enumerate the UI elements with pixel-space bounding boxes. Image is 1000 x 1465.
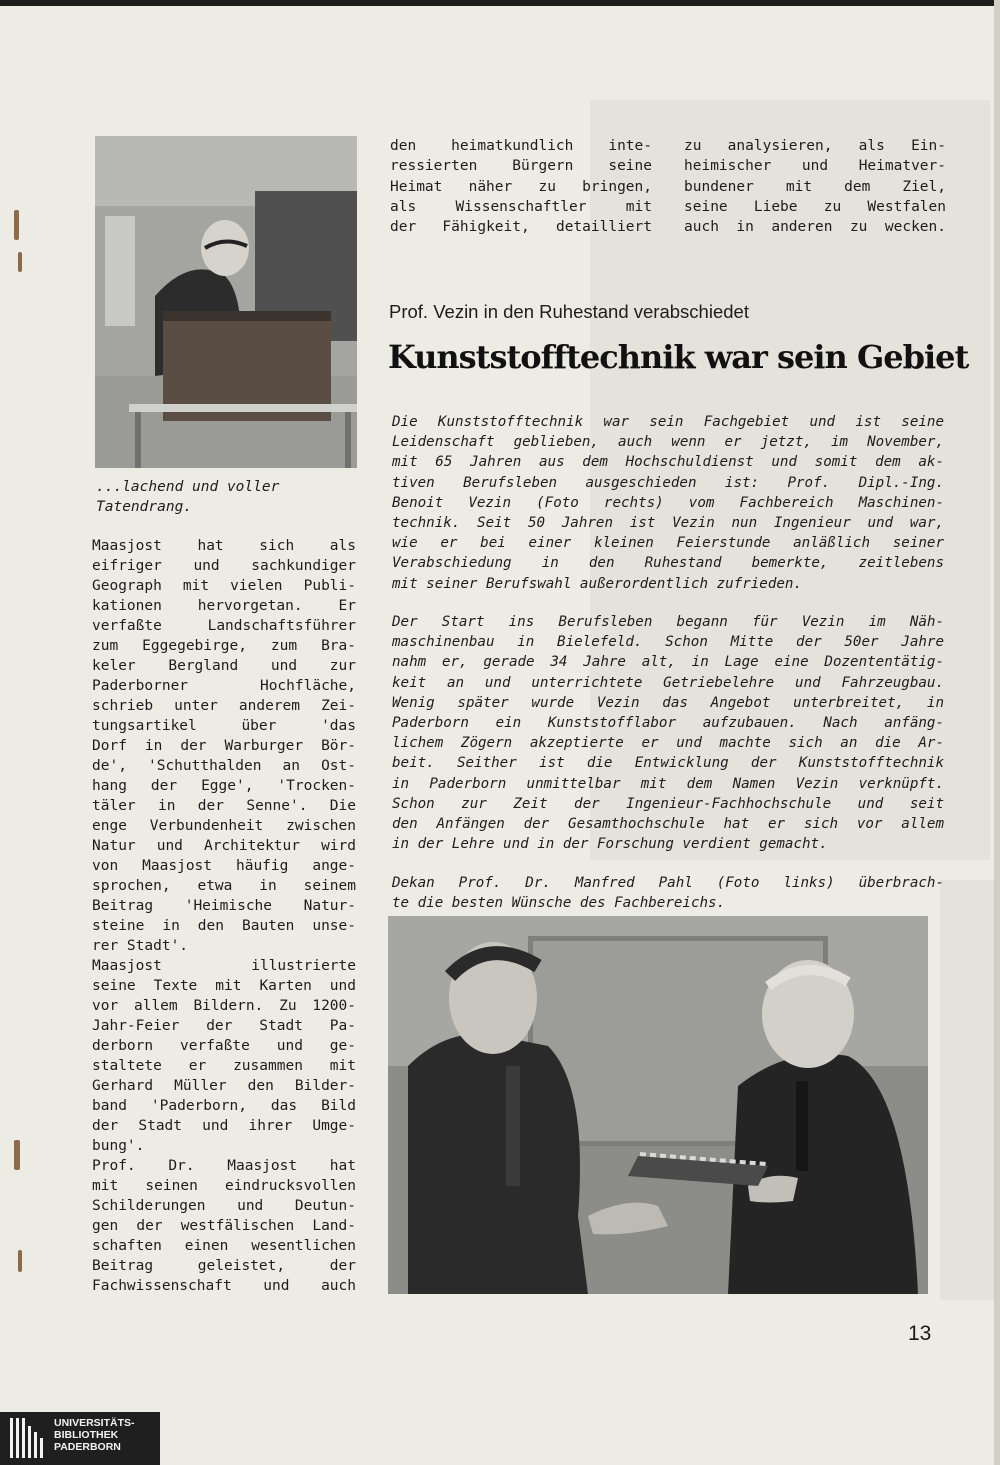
- text-line: Prof. Dr. Maasjost hat: [92, 1158, 356, 1174]
- text-line: tiven Berufsleben ausgeschieden ist: Prof. Dipl.-Ing.: [392, 474, 944, 491]
- text-line: lichem Zögern akzeptierte er und machte sich an die Ar-: [392, 735, 944, 752]
- text-line: Paderborn ein Kunststofflabor aufzubauen. Nach anfäng-: [392, 714, 944, 731]
- text-line: enge Verbundenheit zwischen: [92, 818, 356, 834]
- logo-line: UNIVERSITÄTS-: [54, 1417, 135, 1429]
- text-line: Leidenschaft geblieben, auch wenn er jetzt, im November,: [392, 434, 944, 451]
- text-line: schaften einen wesentlichen: [92, 1238, 356, 1254]
- binding-mark: [14, 210, 19, 240]
- text-line: Natur und Architektur wird: [92, 838, 356, 854]
- text-line: in der Lehre und in der Forschung verdient gemacht.: [392, 836, 828, 853]
- text-line: seine Texte mit Karten und: [92, 978, 356, 994]
- text-line: Maasjost hat sich als: [92, 538, 356, 554]
- text-line: Wenig später wurde Vezin das Angebot unterbreitet, in: [392, 694, 944, 711]
- text-line: te die besten Wünsche des Fachbereichs.: [392, 895, 726, 912]
- text-line: Heimat näher zu bringen,: [390, 178, 652, 195]
- text-line: mit seinen eindrucksvollen: [92, 1178, 356, 1194]
- text-line: verfaßte Landschaftsführer: [92, 618, 356, 634]
- text-line: Beitrag 'Heimische Natur-: [92, 898, 356, 914]
- text-line: Geograph mit vielen Publi-: [92, 578, 356, 594]
- text-line: der Fähigkeit, detailliert: [390, 219, 652, 236]
- text-line: Paderborner Hochfläche,: [92, 678, 356, 694]
- text-line: staltete er zusammen mit: [92, 1058, 356, 1074]
- text-line: derborn verfaßte und ge-: [92, 1038, 356, 1054]
- text-line: keit an und unterrichtete Getriebelehre und Fahrzeugbau.: [392, 674, 944, 691]
- text-line: mit 65 Jahren aus dem Hochschuldienst und somit dem ak-: [392, 454, 944, 471]
- text-line: den Anfängen der Gesamthochschule hat er sich vor allem: [392, 815, 944, 832]
- text-line: als Wissenschaftler mit: [390, 198, 652, 215]
- text-line: bung'.: [92, 1138, 145, 1154]
- text-line: in Paderborn unmittelbar mit dem Namen Vezin verknüpft.: [392, 775, 944, 792]
- text-line: Gerhard Müller den Bilder-: [92, 1078, 356, 1094]
- caption-line: Tatendrang.: [96, 499, 193, 515]
- text-line: der Stadt und ihrer Umge-: [92, 1118, 356, 1134]
- text-line: Die Kunststofftechnik war sein Fachgebiet und ist seine: [392, 414, 944, 430]
- text-line: band 'Paderborn, das Bild: [92, 1098, 356, 1114]
- text-line: de', 'Schutthalden an Ost-: [92, 758, 356, 774]
- text-line: Der Start ins Berufsleben begann für Vezin im Näh-: [392, 614, 944, 630]
- caption-line: ...lachend und voller: [96, 479, 280, 495]
- photo-caption-right: [392, 873, 944, 913]
- text-line: seine Liebe zu Westfalen: [684, 198, 946, 215]
- logo-line: BIBLIOTHEK: [54, 1429, 119, 1441]
- text-line: auch in anderen zu wecken.: [684, 219, 946, 236]
- text-line: heimischer und Heimatver-: [684, 158, 946, 175]
- text-line: hang der Egge', 'Trocken-: [92, 778, 356, 794]
- page-number: 13: [908, 1322, 932, 1345]
- text-line: zum Eggegebirge, zum Bra-: [92, 638, 356, 654]
- article-kicker: Prof. Vezin in den Ruhestand verabschiedet: [389, 301, 749, 322]
- text-line: technik. Seit 50 Jahren ist Vezin nun Ingenieur und war,: [392, 514, 944, 531]
- photo-maasjost-lectern: [95, 136, 357, 468]
- logo-text: [54, 1417, 135, 1453]
- text-line: von Maasjost häufig ange-: [92, 858, 356, 874]
- text-line: Beitrag geleistet, der: [92, 1258, 356, 1274]
- text-line: maschinenbau in Bielefeld. Schon Mitte der 50er Jahre: [392, 634, 944, 651]
- text-line: tungsartikel über 'das: [92, 718, 356, 734]
- text-line: schrieb unter anderem Zei-: [92, 698, 356, 714]
- library-logo: [0, 1412, 160, 1465]
- text-line: keler Bergland und zur: [92, 658, 356, 674]
- text-line: Maasjost illustrierte: [92, 958, 356, 974]
- photo-caption-left: [96, 477, 356, 517]
- text-line: Schon zur Zeit der Ingenieur-Fachhochschule und seit: [392, 795, 944, 812]
- text-line: wie er bei einer kleinen Feierstunde anläßlich seiner: [392, 535, 944, 552]
- text-line: täler in der Senne'. Die: [92, 798, 356, 814]
- text-line: den heimatkundlich inte-: [390, 138, 652, 154]
- binding-mark: [18, 252, 22, 272]
- binding-mark: [18, 1250, 22, 1272]
- text-line: beit. Seither ist die Entwicklung der Kunststofftechnik: [392, 755, 944, 772]
- middle-column-top: [390, 136, 652, 237]
- left-column-text: [92, 536, 356, 1296]
- article-body: [392, 612, 944, 854]
- text-line: nahm er, gerade 34 Jahre alt, in Lage eine Dozententätig-: [392, 654, 944, 671]
- right-column-top: [684, 136, 946, 237]
- photo-pahl-vezin: [388, 916, 928, 1294]
- text-line: steine in den Bauten unse-: [92, 918, 356, 934]
- text-line: ressierten Bürgern seine: [390, 158, 652, 175]
- text-line: Verabschiedung in den Ruhestand bemerkte, zeitlebens: [392, 555, 944, 572]
- scan-top-border: [0, 0, 1000, 6]
- text-line: rer Stadt'.: [92, 938, 189, 954]
- text-line: Jahr-Feier der Stadt Pa-: [92, 1018, 356, 1034]
- bleed-through-area: [940, 880, 995, 1300]
- text-line: Dekan Prof. Dr. Manfred Pahl (Foto links) überbrach-: [392, 875, 944, 891]
- text-line: mit seiner Berufswahl außerordentlich zufrieden.: [392, 575, 802, 592]
- text-line: eifriger und sachkundiger: [92, 558, 356, 574]
- article-headline: Kunststofftechnik war sein Gebiet: [388, 338, 969, 376]
- text-line: sprochen, etwa in seinem: [92, 878, 356, 894]
- article-intro: [392, 412, 944, 594]
- text-line: Fachwissenschaft und auch: [92, 1278, 356, 1294]
- text-line: Dorf in der Warburger Bör-: [92, 738, 356, 754]
- text-line: Schilderungen und Deutun-: [92, 1198, 356, 1214]
- binding-mark: [14, 1140, 20, 1170]
- text-line: bundener mit dem Ziel,: [684, 178, 946, 195]
- text-line: Benoit Vezin (Foto rechts) vom Fachbereich Maschinen-: [392, 494, 944, 511]
- text-line: kationen hervorgetan. Er: [92, 598, 356, 614]
- logo-bars-icon: [10, 1418, 48, 1458]
- text-line: zu analysieren, als Ein-: [684, 138, 946, 154]
- text-line: vor allem Bildern. Zu 1200-: [92, 998, 356, 1014]
- logo-line: PADERBORN: [54, 1441, 121, 1453]
- text-line: gen der westfälischen Land-: [92, 1218, 356, 1234]
